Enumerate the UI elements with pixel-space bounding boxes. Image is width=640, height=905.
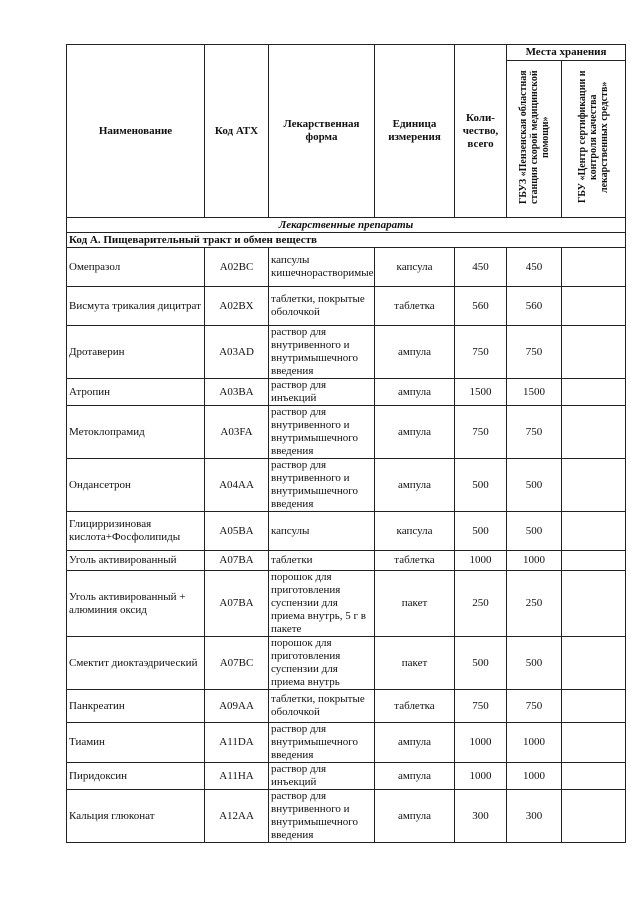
header-storage: Места хранения [507,45,626,61]
cell-form: порошок для приготовления суспензии для приема внутрь [269,637,375,690]
header-qty: Коли-чество, всего [455,45,507,218]
cell-storage-2 [562,287,626,326]
cell-form: порошок для приготовления суспензии для приема внутрь, 5 г в пакете [269,571,375,637]
cell-unit: ампула [375,326,455,379]
cell-storage-1: 1000 [507,723,562,763]
cell-atc: A04AA [205,459,269,512]
cell-atc: A02BX [205,287,269,326]
cell-atc: A12AA [205,790,269,843]
cell-unit: пакет [375,571,455,637]
table-row [67,406,626,459]
cell-unit: ампула [375,459,455,512]
cell-qty: 1000 [455,551,507,571]
cell-unit: капсула [375,248,455,287]
cell-storage-1: 1000 [507,551,562,571]
cell-qty: 500 [455,459,507,512]
cell-atc: A03BA [205,379,269,406]
cell-form: капсулы [269,512,375,551]
table-row [67,248,626,287]
cell-storage-1: 560 [507,287,562,326]
cell-atc: A02BC [205,248,269,287]
header-atc: Код АТХ [205,45,269,218]
cell-name: Смектит диоктаэдрический [67,637,205,690]
cell-form: раствор для внутривенного и внутримышечного введения [269,406,375,459]
cell-storage-2 [562,571,626,637]
table-row [67,551,626,571]
cell-atc: A07BC [205,637,269,690]
cell-name: Висмута трикалия дицитрат [67,287,205,326]
cell-atc: A05BA [205,512,269,551]
cell-qty: 250 [455,571,507,637]
cell-name: Омепразол [67,248,205,287]
cell-storage-2 [562,790,626,843]
cell-storage-2 [562,551,626,571]
cell-storage-2 [562,723,626,763]
cell-qty: 300 [455,790,507,843]
cell-qty: 500 [455,512,507,551]
cell-storage-2 [562,379,626,406]
cell-name: Глицирризиновая кислота+Фосфолипиды [67,512,205,551]
cell-name: Тиамин [67,723,205,763]
cell-storage-1: 750 [507,326,562,379]
cell-atc: A11DA [205,723,269,763]
cell-qty: 750 [455,690,507,723]
cell-unit: ампула [375,379,455,406]
cell-form: раствор для инъекций [269,763,375,790]
table-row [67,637,626,690]
table-row [67,723,626,763]
cell-storage-2 [562,512,626,551]
table-row [67,287,626,326]
cell-storage-2 [562,326,626,379]
cell-atc: A07BA [205,571,269,637]
table-row [67,571,626,637]
cell-atc: A03FA [205,406,269,459]
cell-unit: ампула [375,406,455,459]
cell-storage-2 [562,406,626,459]
cell-name: Метоклопрамид [67,406,205,459]
cell-name: Кальция глюконат [67,790,205,843]
cell-form: таблетки, покрытые оболочкой [269,287,375,326]
cell-name: Уголь активированный [67,551,205,571]
cell-name: Атропин [67,379,205,406]
cell-form: капсулы кишечнорастворимые [269,248,375,287]
cell-qty: 500 [455,637,507,690]
cell-atc: A03AD [205,326,269,379]
table-row [67,459,626,512]
cell-unit: ампула [375,723,455,763]
cell-qty: 750 [455,406,507,459]
header-storage-2-label: ГБУ «Центр сертификации и контроля качества лекарственных средств» [577,70,610,204]
cell-qty: 560 [455,287,507,326]
cell-qty: 450 [455,248,507,287]
header-storage-2 [562,61,626,218]
cell-name: Уголь активированный + алюминия оксид [67,571,205,637]
cell-storage-1: 750 [507,690,562,723]
cell-storage-2 [562,637,626,690]
cell-storage-1: 500 [507,459,562,512]
cell-storage-1: 750 [507,406,562,459]
cell-unit: пакет [375,637,455,690]
cell-storage-1: 500 [507,512,562,551]
cell-form: раствор для внутривенного и внутримышечного введения [269,326,375,379]
header-name: Наименование [67,45,205,218]
medicines-table [66,44,626,843]
cell-unit: капсула [375,512,455,551]
section-title: Лекарственные препараты [67,218,626,233]
cell-form: раствор для внутривенного и внутримышечного введения [269,459,375,512]
table-row [67,379,626,406]
cell-unit: таблетка [375,287,455,326]
cell-form: таблетки [269,551,375,571]
cell-storage-1: 250 [507,571,562,637]
cell-form: раствор для внутривенного и внутримышечного введения [269,790,375,843]
table-row [67,326,626,379]
cell-qty: 750 [455,326,507,379]
cell-name: Панкреатин [67,690,205,723]
table-row [67,512,626,551]
header-storage-1-label: ГБУЗ «Пензенская областная станция скорой медицинской помощи» [517,70,551,204]
cell-unit: таблетка [375,551,455,571]
cell-qty: 1500 [455,379,507,406]
cell-atc: A11HA [205,763,269,790]
table-row [67,763,626,790]
cell-unit: таблетка [375,690,455,723]
cell-storage-1: 300 [507,790,562,843]
cell-atc: A07BA [205,551,269,571]
cell-storage-1: 1500 [507,379,562,406]
cell-storage-2 [562,459,626,512]
header-storage-1 [507,61,562,218]
cell-storage-1: 500 [507,637,562,690]
cell-name: Ондансетрон [67,459,205,512]
table-row [67,790,626,843]
cell-storage-1: 1000 [507,763,562,790]
cell-storage-2 [562,763,626,790]
cell-unit: ампула [375,763,455,790]
cell-name: Дротаверин [67,326,205,379]
cell-form: раствор для инъекций [269,379,375,406]
cell-qty: 1000 [455,723,507,763]
table-row [67,690,626,723]
header-unit: Единица измерения [375,45,455,218]
group-title: Код А. Пищеварительный тракт и обмен веществ [67,233,626,248]
cell-storage-2 [562,690,626,723]
cell-form: таблетки, покрытые оболочкой [269,690,375,723]
cell-form: раствор для внутримышечного введения [269,723,375,763]
cell-name: Пиридоксин [67,763,205,790]
cell-storage-2 [562,248,626,287]
cell-atc: A09AA [205,690,269,723]
cell-storage-1: 450 [507,248,562,287]
header-form: Лекарственная форма [269,45,375,218]
cell-unit: ампула [375,790,455,843]
cell-qty: 1000 [455,763,507,790]
